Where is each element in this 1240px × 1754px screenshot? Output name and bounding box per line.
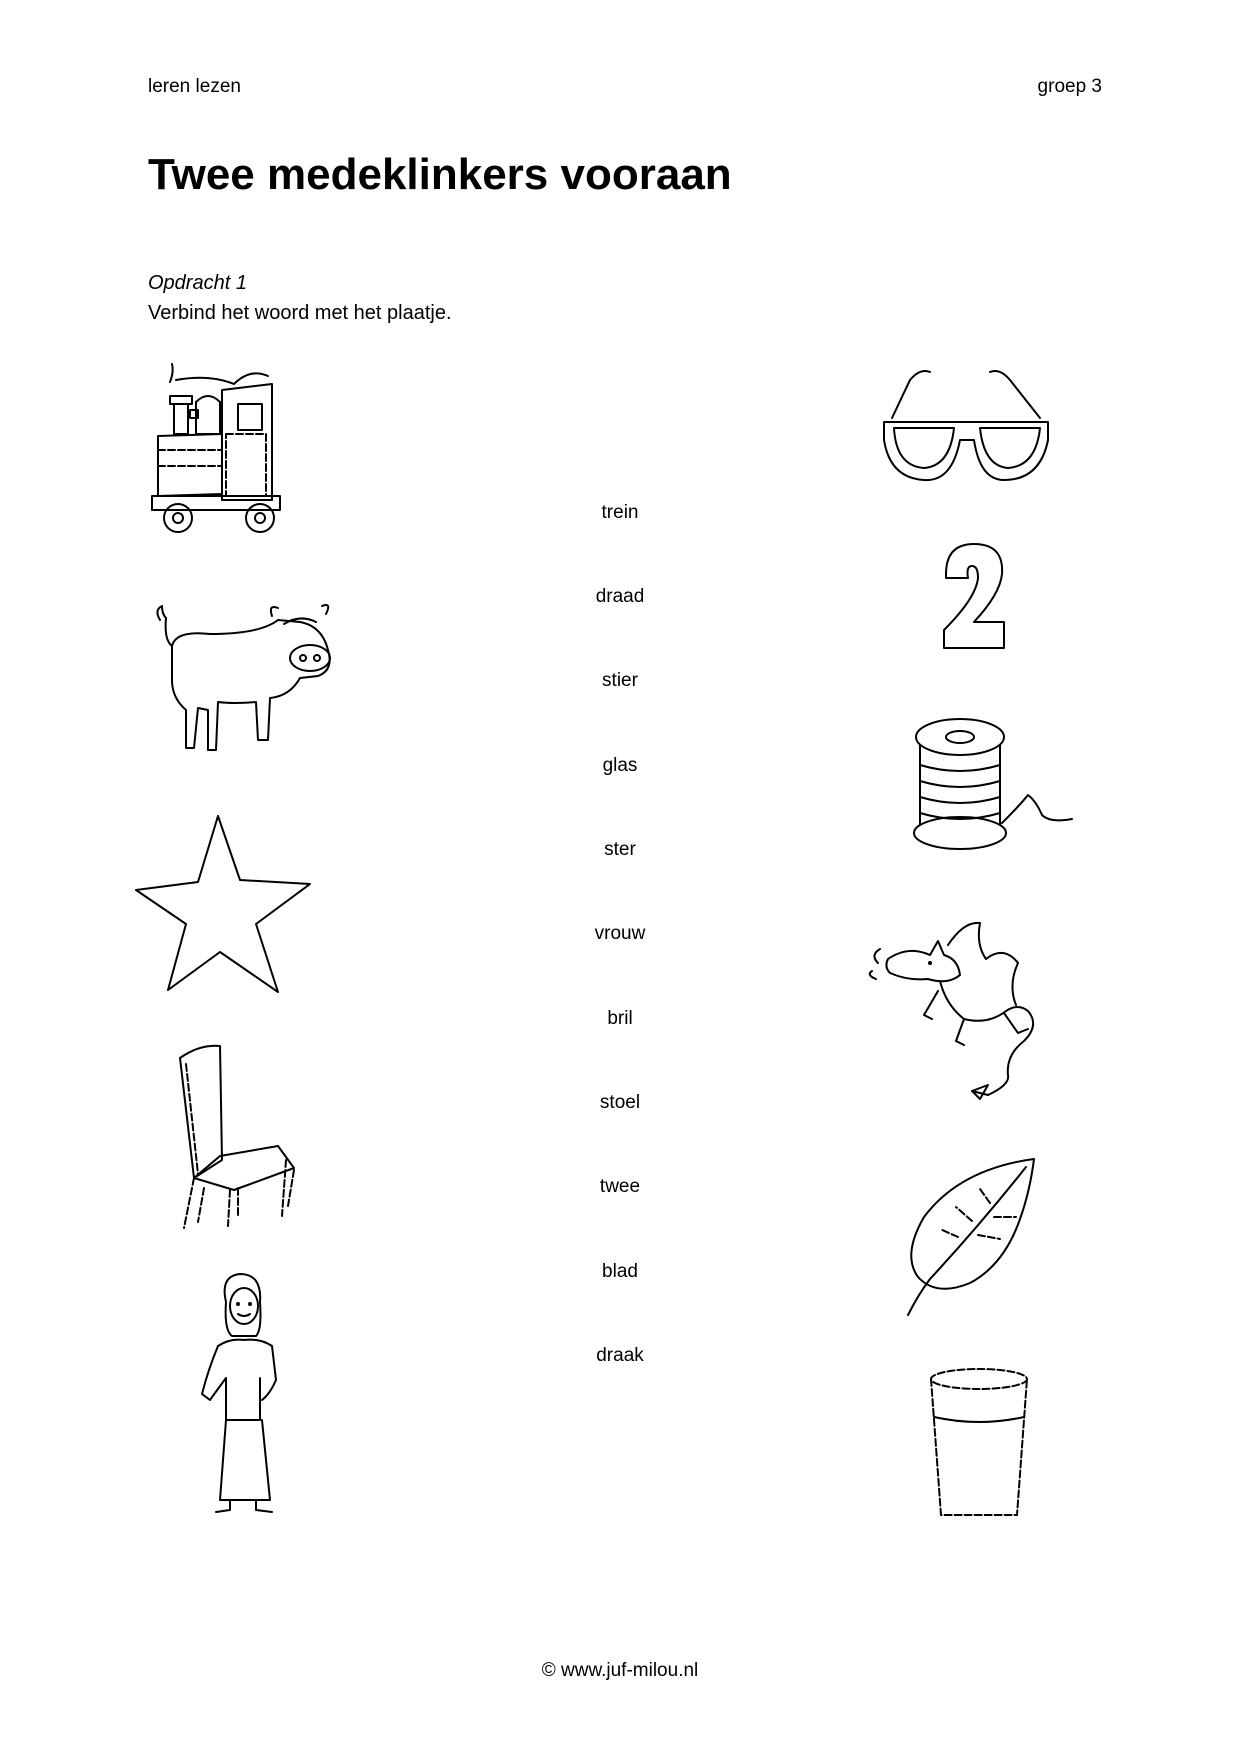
- number-two-icon[interactable]: [940, 540, 1010, 652]
- star-icon[interactable]: [130, 810, 320, 1000]
- page-title: Twee medeklinkers vooraan: [148, 150, 732, 199]
- word-item[interactable]: glas: [602, 755, 638, 776]
- footer-copyright: © www.juf-milou.nl: [541, 1660, 699, 1681]
- word-item[interactable]: ster: [604, 839, 636, 860]
- woman-icon[interactable]: [190, 1270, 300, 1520]
- bull-icon[interactable]: [150, 600, 350, 770]
- assignment-instruction: Verbind het woord met het plaatje.: [148, 302, 452, 324]
- word-item[interactable]: blad: [602, 1261, 638, 1282]
- assignment-label: Opdracht 1: [148, 272, 247, 294]
- word-item[interactable]: trein: [601, 502, 639, 523]
- word-item[interactable]: draad: [595, 586, 645, 607]
- word-item[interactable]: stier: [602, 670, 638, 691]
- chair-icon[interactable]: [170, 1040, 310, 1230]
- dragon-icon[interactable]: [868, 915, 1068, 1115]
- word-item[interactable]: draak: [596, 1345, 644, 1366]
- spool-of-thread-icon[interactable]: [910, 715, 1090, 865]
- word-item[interactable]: bril: [607, 1008, 633, 1029]
- header-subject: leren lezen: [148, 76, 241, 97]
- header-grade: groep 3: [1037, 76, 1102, 97]
- train-icon[interactable]: [150, 360, 310, 540]
- word-item[interactable]: stoel: [599, 1092, 641, 1113]
- drinking-glass-icon[interactable]: [925, 1365, 1035, 1525]
- word-item[interactable]: vrouw: [594, 923, 646, 944]
- glasses-icon[interactable]: [880, 370, 1060, 490]
- leaf-icon[interactable]: [900, 1155, 1040, 1325]
- word-item[interactable]: twee: [599, 1176, 641, 1197]
